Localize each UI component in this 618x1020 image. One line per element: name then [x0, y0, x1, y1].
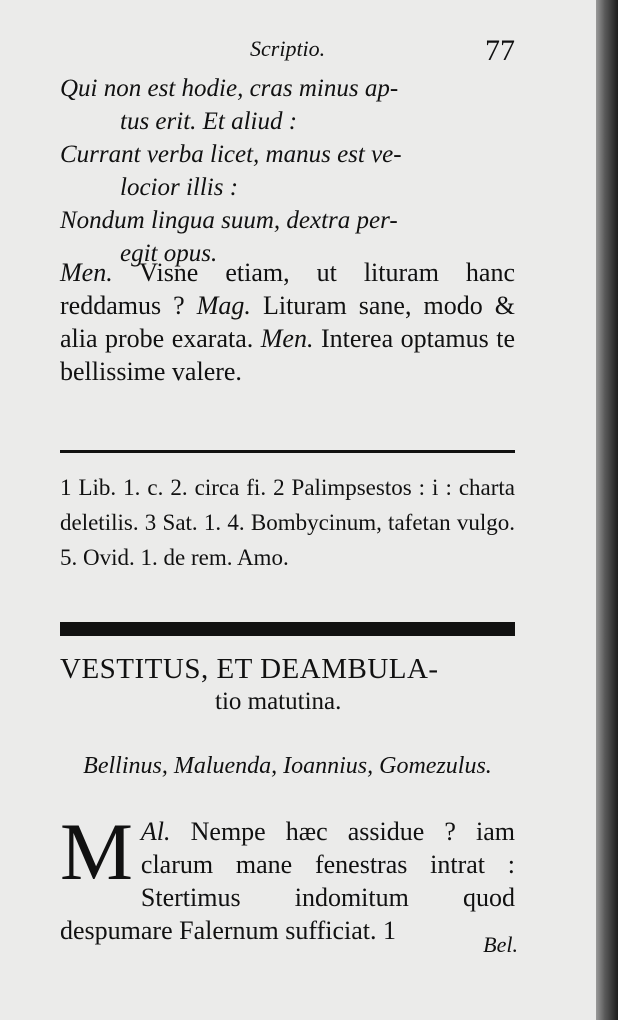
dialogue-text: Visne etiam, ut lituram hanc reddamus ? — [60, 258, 516, 320]
section-heading: VESTITUS, ET DEAMBULA- — [60, 653, 439, 685]
dramatis-personae: Bellinus, Maluenda, Ioannius, Gomezulus. — [83, 753, 492, 779]
catchword: Bel. — [483, 932, 518, 957]
running-title: Scriptio. — [250, 36, 326, 61]
verse-line: tus erit. Et aliud : — [120, 108, 298, 135]
verse-1 — [60, 72, 515, 138]
dialogue-paragraph — [60, 256, 515, 388]
body-text: Nempe hæc assidue ? iam clarum mane fenestras intrat : Stertimus indomitum quod despumare Falernum sufficiat. 1 — [60, 817, 516, 945]
dialogue-text: Lituram sane, modo & alia probe exarata. — [60, 291, 516, 353]
dialogue-text: Interea optamus te bellissime valere. — [60, 324, 515, 386]
drop-cap: M — [60, 806, 133, 897]
speaker-label: Men. — [260, 324, 314, 353]
footnotes: 1 Lib. 1. c. 2. circa fi. 2 Palimpsestos : i : charta deletilis. 3 Sat. 1. 4. Bombycinum, tafetan vulgo. 5. Ovid. 1. de rem. Amo. — [60, 475, 515, 570]
verse-line: Currant verba licet, manus est ve- — [60, 141, 402, 168]
section-heading-continuation: tio matutina. — [215, 688, 342, 715]
verse-line: Qui non est hodie, cras minus ap- — [60, 75, 399, 102]
page-header — [60, 34, 515, 70]
verse-line: Nondum lingua suum, dextra per- — [60, 207, 398, 234]
verse-line: locior illis : — [120, 174, 239, 201]
verse-line: egit opus. — [120, 240, 218, 267]
notes-divider — [60, 450, 515, 453]
verse-2 — [60, 138, 515, 204]
book-spine-edge — [596, 0, 618, 1020]
section-ornament-bar — [60, 622, 515, 636]
speaker-label: Mag. — [196, 291, 251, 320]
page-number: 77 — [485, 34, 515, 67]
speaker-label: Al. — [140, 817, 171, 846]
section-body — [60, 806, 516, 947]
speaker-label: Men. — [60, 258, 113, 287]
